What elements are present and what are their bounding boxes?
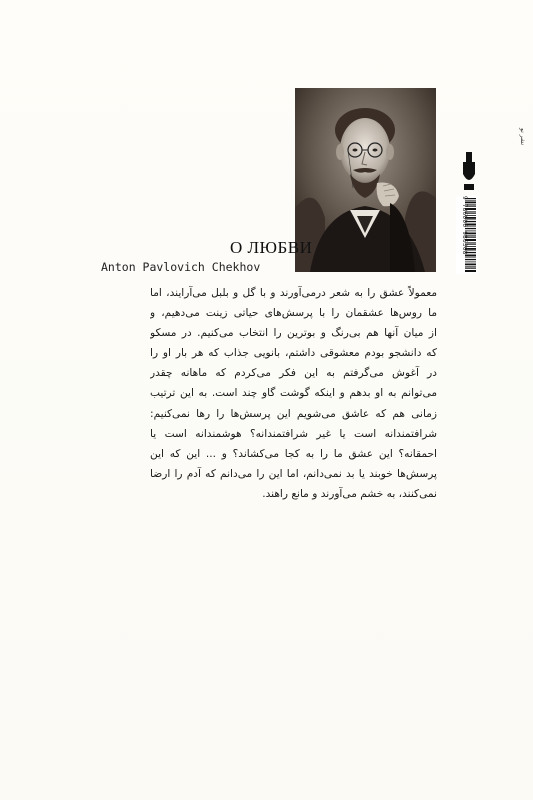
publisher-logo-icon	[461, 140, 477, 192]
barcode-digits: 9 786006 986308	[461, 196, 468, 255]
blurb-line: معمولاً عشق را به شعر درمی‌آورند و با گل و بلبل می‌آرایند، اما	[150, 287, 437, 299]
blurb-line: می‌توانم به او بدهم و اینکه گوشت گاو چند است. به این ترتیب	[150, 387, 437, 400]
blurb-line: زمانی هم که عاشق می‌شویم این پرسش‌ها را رها نمی‌کنیم:	[150, 407, 437, 420]
portrait-illustration	[295, 88, 436, 272]
author-name: Anton Pavlovich Chekhov	[101, 260, 261, 274]
blurb-line: احمقانه؟ این عشق ما را به کجا می‌کشاند؟ و ... این که این	[150, 447, 437, 460]
blurb-line: در آغوش می‌گرفتم به این فکر می‌کردم که ماهانه چقدر	[150, 367, 437, 380]
blurb-line: ما روس‌ها عشقمان را با پرسش‌های حیاتی زینت می‌دهیم، و	[150, 307, 437, 320]
blurb-line: از میان آنها هم بی‌رنگ و بوترین را انتخاب می‌کنیم. در مسکو	[150, 327, 437, 340]
book-title: О ЛЮБВИ	[230, 238, 313, 257]
publisher-name: نشر نو	[519, 128, 526, 146]
author-portrait	[295, 88, 436, 272]
blurb-line: که دانشجو بودم معشوقی داشتم، بانویی جذاب که هر بار او را	[150, 347, 437, 360]
blurb-line: شرافتمندانه است یا غیر شرافتمندانه؟ هوشمندانه است یا	[150, 427, 437, 440]
blurb-line: نمی‌کنند، به خشم می‌آورند و مانع راهند.	[262, 487, 437, 500]
blurb-line: پرسش‌ها خوبند یا بد نمی‌دانم، اما این را می‌دانم که آدم را ارضا	[150, 467, 437, 480]
blurb-text	[150, 283, 437, 504]
